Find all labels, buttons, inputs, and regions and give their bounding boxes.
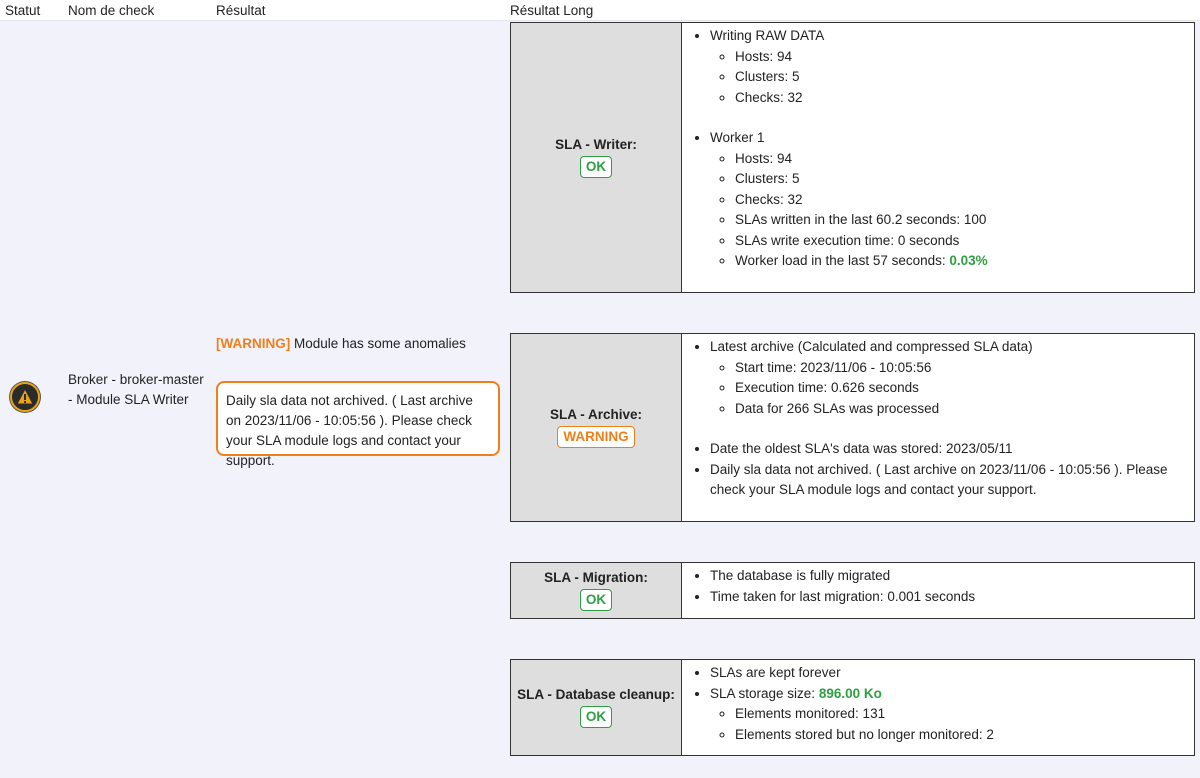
list-item: • The database is fully migrated [710, 566, 1188, 587]
list-item: ◦ Execution time: 0.626 seconds [735, 378, 1188, 399]
column-header-statut[interactable]: Statut [5, 3, 41, 18]
list-item: ◦ Clusters: 5 [735, 67, 1188, 88]
list-item: • Latest archive (Calculated and compressed SLA data) ◦ Start time: 2023/11/06 - 10:05:56 ◦ Execution time: 0.626 seconds ◦ Data for 266 SLAs was processed [710, 337, 1188, 439]
column-header-resultat-long[interactable]: Résultat Long [510, 3, 594, 18]
column-header-nom-check[interactable]: Nom de check [68, 3, 155, 18]
list-item: ◦ Hosts: 94 [735, 47, 1188, 68]
sla-migration-status-badge: OK [580, 589, 612, 611]
sla-writer-status-badge: OK [580, 156, 612, 178]
list-item: ◦ Checks: 32 [735, 190, 1188, 211]
list-item: ◦ Elements stored but no longer monitored: 2 [735, 725, 1188, 746]
list-item: • Date the oldest SLA's data was stored: 2023/05/11 [710, 439, 1188, 460]
table-header [0, 0, 1200, 21]
list-item: ◦ SLAs written in the last 60.2 seconds: 100 [735, 210, 1188, 231]
sla-writer-block [510, 22, 1195, 293]
list-item: ◦ Clusters: 5 [735, 169, 1188, 190]
sla-migration-label: SLA - Migration: [544, 570, 648, 585]
result-detail-box: Daily sla data not archived. ( Last archive on 2023/11/06 - 10:05:56 ). Please check your SLA module logs and contact your support. [216, 381, 500, 456]
sla-migration-label-cell [511, 563, 682, 618]
sla-archive-details [682, 334, 1194, 521]
sla-cleanup-label: SLA - Database cleanup: [517, 687, 675, 702]
warning-triangle-icon [10, 382, 40, 412]
list-item: • SLAs are kept forever [710, 663, 1188, 684]
sla-migration-details [682, 563, 1194, 618]
list-item: • Daily sla data not archived. ( Last archive on 2023/11/06 - 10:05:56 ). Please check your SLA module logs and contact your support. [710, 460, 1188, 501]
worker-load-value: 0.03% [949, 253, 988, 268]
list-item: • SLA storage size: 896.00 Ko ◦ Elements monitored: 131 ◦ Elements stored but no longer monitored: 2 [710, 684, 1188, 746]
sla-writer-label: SLA - Writer: [555, 137, 637, 152]
result-summary [216, 336, 506, 351]
sla-cleanup-block [510, 659, 1195, 756]
list-item: ◦ Hosts: 94 [735, 149, 1188, 170]
list-item: ◦ SLAs write execution time: 0 seconds [735, 231, 1188, 252]
list-item: ◦ Elements monitored: 131 [735, 704, 1188, 725]
list-item: ◦ Worker load in the last 57 seconds: 0.03% [735, 251, 1188, 272]
sla-cleanup-details [682, 660, 1194, 755]
list-item: • Writing RAW DATA ◦ Hosts: 94 ◦ Clusters: 5 ◦ Checks: 32 [710, 26, 1188, 128]
list-item: ◦ Start time: 2023/11/06 - 10:05:56 [735, 358, 1188, 379]
sla-cleanup-label-cell [511, 660, 682, 755]
sla-archive-block [510, 333, 1195, 522]
sla-archive-label: SLA - Archive: [549, 407, 642, 422]
warning-tag: [WARNING] [216, 336, 291, 351]
sla-archive-status-badge: WARNING [557, 426, 634, 448]
list-item: ◦ Data for 266 SLAs was processed [735, 399, 1188, 420]
list-item: • Worker 1 ◦ Hosts: 94 ◦ Clusters: 5 ◦ Checks: 32 ◦ SLAs written in the last 60.2 seconds: 100 ◦ SLAs write execution time: 0 seconds ◦ Worker load in the last 57 seconds: 0.03% [710, 128, 1188, 272]
check-name: Broker - broker-master - Module SLA Writer [68, 372, 204, 407]
column-header-resultat[interactable]: Résultat [216, 3, 266, 18]
sla-writer-details [682, 23, 1194, 292]
list-item: • Time taken for last migration: 0.001 seconds [710, 587, 1188, 608]
storage-size-value: 896.00 Ko [818, 685, 882, 701]
result-text: Module has some anomalies [290, 336, 466, 351]
sla-archive-label-cell [511, 334, 682, 521]
sla-writer-label-cell [511, 23, 682, 292]
sla-migration-block [510, 562, 1195, 619]
sla-cleanup-status-badge: OK [580, 706, 612, 728]
list-item: ◦ Checks: 32 [735, 88, 1188, 109]
